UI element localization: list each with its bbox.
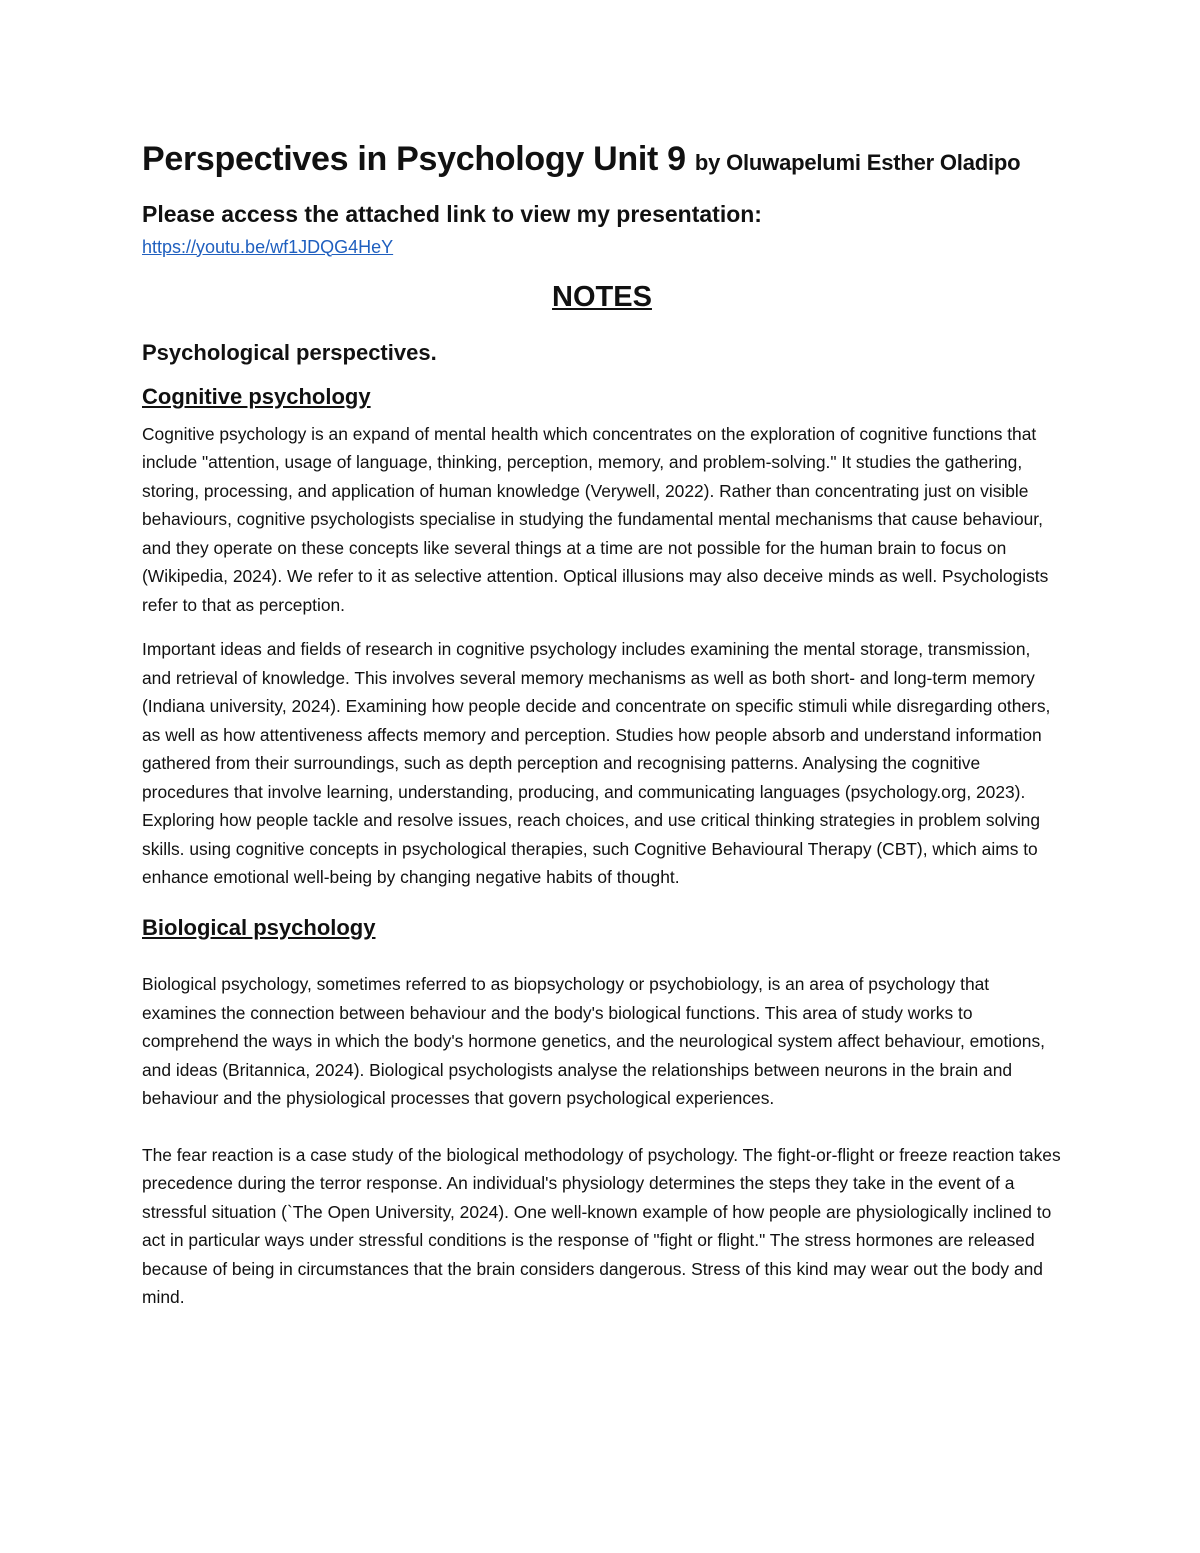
cognitive-paragraph-1: Cognitive psychology is an expand of mental health which concentrates on the exploration of cognitive functions that include "attention, usage of language, thinking, perception, memory, and problem-solving." It studies the gathering, storing, processing, and application of human knowledge (Verywell, 2022). Rather than concentrating just on visible behaviours, cognitive psychologists specialise in studying the fundamental mental mechanisms that cause behaviour, and they operate on these concepts like several things at a time are not possible for the human brain to focus on (Wikipedia, 2024). We refer to it as selective attention. Optical illusions may also deceive minds as well. Psychologists refer to that as perception. bbox=[142, 423, 1049, 615]
biological-psychology-heading: Biological psychology bbox=[142, 914, 376, 940]
biological-paragraph-1: Biological psychology, sometimes referred to as biopsychology or psychobiology, is an area of psychology that examines the connection between behaviour and the body's biological functions. This area of study works to comprehend the ways in which the body's hormone genetics, and the neurological system affect behaviour, emotions, and ideas (Britannica, 2024). Biological psychologists analyse the relationships between neurons in the brain and behaviour and the physiological processes that govern psychological experiences. bbox=[142, 974, 1046, 1109]
document-page bbox=[142, 140, 1062, 1312]
cognitive-paragraph-2: Important ideas and fields of research in cognitive psychology includes examining the mental storage, transmission, and retrieval of knowledge. This involves several memory mechanisms as well as both short- and long-term memory (Indiana university, 2024). Examining how people decide and concentrate on specific stimuli while disregarding others, as well as how attentiveness affects memory and perception. Studies how people absorb and understand information gathered from their surroundings, such as depth perception and recognising patterns. Analysing the cognitive procedures that involve learning, understanding, producing, and communicating languages (psychology.org, 2023). Exploring how people tackle and resolve issues, reach choices, and use critical thinking strategies in problem solving skills. using cognitive concepts in psychological therapies, such Cognitive Behavioural Therapy (CBT), which aims to enhance emotional well-being by changing negative habits of thought. bbox=[142, 639, 1051, 888]
title-text: Perspectives in Psychology Unit 9 bbox=[142, 140, 686, 178]
cognitive-psychology-heading: Cognitive psychology bbox=[142, 384, 371, 410]
access-instruction: Please access the attached link to view my presentation: bbox=[142, 201, 762, 228]
perspectives-subtitle: Psychological perspectives. bbox=[142, 339, 437, 365]
notes-heading: NOTES bbox=[552, 280, 652, 313]
author-byline: by Oluwapelumi Esther Oladipo bbox=[694, 150, 1021, 175]
document-title bbox=[142, 140, 1062, 179]
biological-paragraph-2: The fear reaction is a case study of the biological methodology of psychology. The fight-or-flight or freeze reaction takes precedence during the terror response. An individual's physiology determines the steps they take in the event of a stressful situation (`The Open University, 2024). One well-known example of how people are physiologically inclined to act in particular ways under stressful conditions is the response of "fight or flight." The stress hormones are released because of being in circumstances that the brain considers dangerous. Stress of this kind may wear out the body and mind. bbox=[142, 1144, 1061, 1308]
presentation-link[interactable]: https://youtu.be/wf1JDQG4HeY bbox=[142, 236, 394, 257]
